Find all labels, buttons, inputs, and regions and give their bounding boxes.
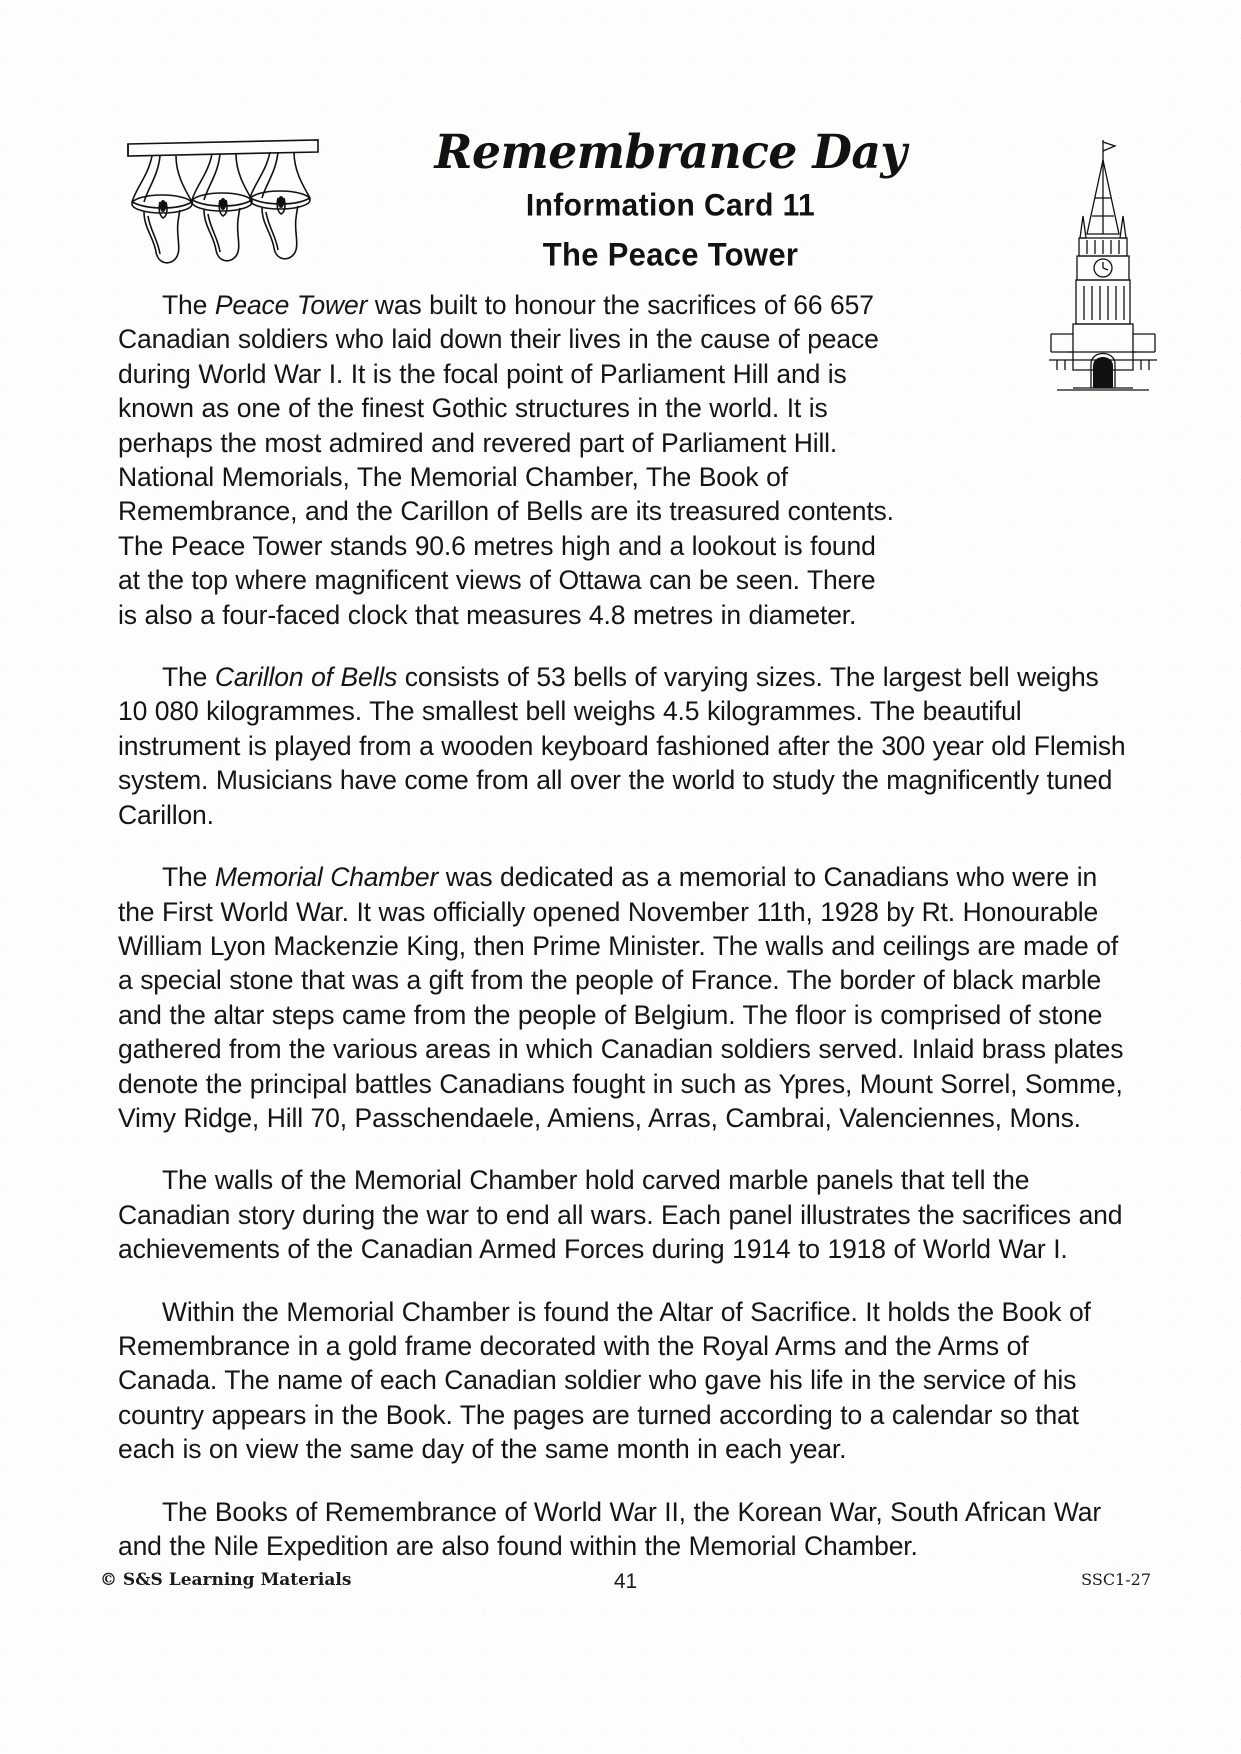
article-body: [118, 288, 1128, 1591]
paragraph-text: The walls of the Memorial Chamber hold carved marble panels that tell the Canadian story during the war to end all wars. Each panel illustrates the sacrifices and achievements of the Canadian Armed Forces during 1914 to 1918 of World War I.: [118, 1165, 1123, 1265]
page-footer: [100, 1570, 1151, 1593]
copyright-notice: © S&S Learning Materials: [100, 1570, 352, 1590]
paragraph-text: The: [162, 290, 215, 320]
paragraph-text: was dedicated as a memorial to Canadians who were in the First World War. It was officially opened November 11th, 1928 by Rt. Honourable William Lyon Mackenzie King, then Prime Minister. The walls and ceilings are made of a special stone that was a gift from the people of France. The border of black marble and the altar steps came from the people of Belgium. The floor is comprised of stone gathered from the various areas in which Canadian soldiers served. Inlaid brass plates denote the principal battles Canadians fought in such as Ypres, Mount Sorrel, Somme, Vimy Ridge, Hill 70, Passchendaele, Amiens, Arras, Cambrai, Valenciennes, Mons.: [118, 862, 1124, 1133]
paragraph-p3: [118, 860, 1128, 1135]
card-subtitle: Information Card 11: [525, 188, 816, 223]
title-block: [330, 125, 1011, 274]
paragraph-p5: [118, 1295, 1128, 1467]
paragraph-text: consists of 53 bells of varying sizes. The largest bell weighs 10 080 kilogrammes. The smallest bell weighs 4.5 kilogrammes. The beautiful instrument is played from a wooden keyboard fashioned after the 300 year old Flemish system. Musicians have come from all over the world to study the magnificently tuned Carillon.: [118, 662, 1126, 830]
page-title: Remembrance Day: [434, 125, 907, 180]
paragraph-p1: [118, 288, 898, 632]
paragraph-p6: [118, 1495, 1128, 1564]
paragraph-text: The Books of Remembrance of World War II, the Korean War, South African War and the Nile Expedition are also found within the Memorial Chamber.: [118, 1496, 1102, 1561]
page-number: 41: [613, 1570, 638, 1593]
product-code: SSC1-27: [1081, 1570, 1151, 1589]
emphasis-term: Carillon of Bells: [214, 662, 398, 693]
emphasis-term: Peace Tower: [214, 290, 368, 320]
paragraph-text: Within the Memorial Chamber is found the Altar of Sacrifice. It holds the Book of Remembrance in a gold frame decorated with the Royal Arms and the Arms of Canada. The name of each Canadian soldier who gave his life in the service of his country appears in the Book. The pages are turned according to a calendar so that each is on view the same day of the same month in each year.: [118, 1296, 1091, 1465]
emphasis-term: Memorial Chamber: [214, 862, 439, 893]
paragraph-text: The: [162, 662, 215, 693]
section-title: The Peace Tower: [542, 236, 799, 274]
paragraph-text: The: [162, 862, 215, 893]
document-header: [0, 125, 1241, 288]
bells-illustration: [118, 132, 338, 272]
paragraph-p2: [118, 660, 1128, 832]
paragraph-text: was built to honour the sacrifices of 66 657 Canadian soldiers who laid down their lives in the cause of peace during World War I. It is the focal point of Parliament Hill and is known as one of the finest Gothic structures in the world. It is perhaps the most admired and revered part of Parliament Hill. National Memorials, The Memorial Chamber, The Book of Remembrance, and the Carillon of Bells are its treasured contents. The Peace Tower stands 90.6 metres high and a lookout is found at the top where magnificent views of Ottawa can be seen. There is also a four-faced clock that measures 4.8 metres in diameter.: [118, 290, 894, 630]
paragraph-p4: [118, 1163, 1128, 1266]
